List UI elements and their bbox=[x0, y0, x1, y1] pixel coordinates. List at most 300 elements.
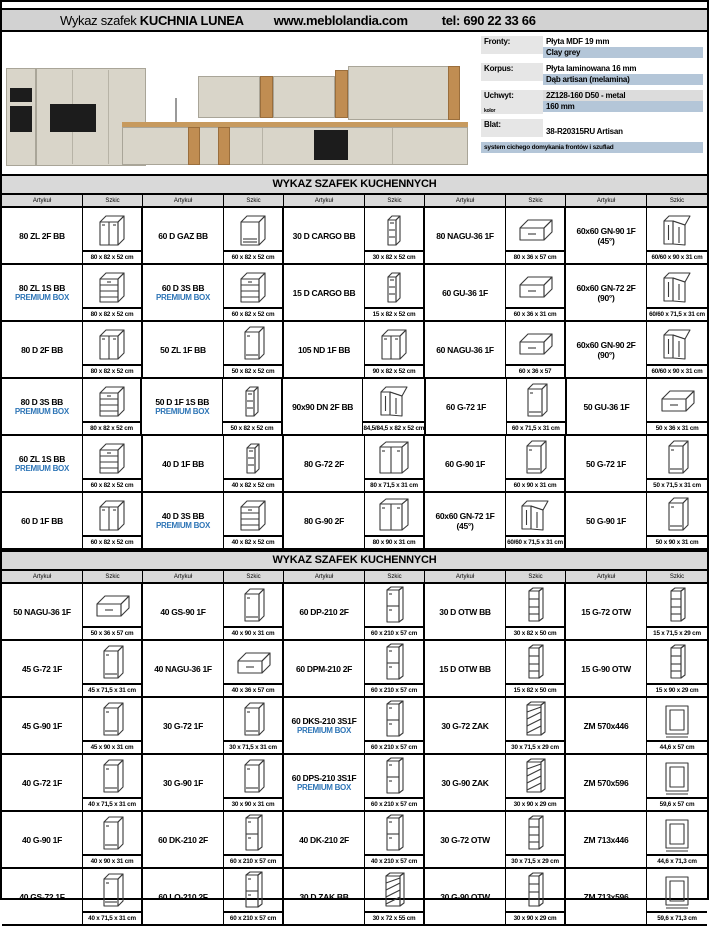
article-cell bbox=[566, 208, 647, 263]
article-cell bbox=[2, 812, 83, 867]
flap-cabinet-sketch-icon bbox=[647, 379, 707, 421]
cabinet-row bbox=[2, 869, 707, 926]
spec-sublabel: kolor bbox=[481, 108, 543, 114]
article-cell bbox=[143, 265, 224, 320]
sketch-cell bbox=[365, 812, 425, 867]
article-cell bbox=[426, 379, 507, 434]
door-divider bbox=[108, 70, 109, 164]
open-cabinet-sketch-icon bbox=[647, 641, 707, 683]
article-code: ZM 713x596 bbox=[583, 891, 629, 902]
dimensions-label: 30 x 71,5 x 31 cm bbox=[224, 740, 282, 753]
sketch-cell bbox=[647, 641, 707, 696]
article-code: 60 D 1F BB bbox=[21, 515, 63, 526]
table-body bbox=[2, 208, 707, 550]
dimensions-label: 40 x 36 x 57 cm bbox=[224, 683, 282, 696]
article-cell bbox=[566, 698, 647, 753]
cabinet-row bbox=[2, 641, 707, 698]
flap-cabinet-sketch-icon bbox=[83, 584, 141, 626]
sketch-cell bbox=[647, 265, 707, 320]
drawers-cabinet-sketch-icon bbox=[224, 493, 282, 535]
open-shelf-wood bbox=[448, 66, 460, 120]
article-cell bbox=[425, 755, 506, 810]
article-code: 60 DP-210 2F bbox=[299, 606, 349, 617]
column-header-artykul: Artykuł bbox=[284, 195, 365, 206]
dimensions-label: 50 x 82 x 52 cm bbox=[224, 364, 282, 377]
article-code: 60x60 GN-90 1F bbox=[576, 225, 636, 236]
article-cell bbox=[425, 322, 506, 377]
premium-box-label: PREMIUM BOX bbox=[296, 725, 352, 735]
base-open-cabinet-sketch-icon bbox=[224, 208, 282, 250]
column-header-szkic: Szkic bbox=[647, 195, 707, 206]
column-header-artykul: Artykuł bbox=[425, 571, 506, 582]
premium-box-label: PREMIUM BOX bbox=[155, 292, 211, 302]
article-code: 60x60 GN-72 1F bbox=[435, 510, 495, 521]
dimensions-label: 40 x 90 x 31 cm bbox=[224, 626, 282, 639]
article-cell bbox=[2, 265, 83, 320]
wall2-cabinet-sketch-icon bbox=[365, 436, 423, 478]
sketch-cell bbox=[647, 493, 707, 548]
article-code: 80 D 2F BB bbox=[21, 344, 63, 355]
article-cell bbox=[284, 436, 365, 491]
cabinet-row bbox=[2, 208, 707, 265]
spec-value: Płyta MDF 19 mm bbox=[546, 37, 610, 46]
dimensions-label: 45 x 90 x 31 cm bbox=[83, 740, 141, 753]
dimensions-label: 60/60 x 90 x 31 cm bbox=[647, 250, 707, 263]
corner-cabinet-sketch-icon bbox=[647, 265, 707, 307]
dimensions-label: 80 x 71,5 x 31 cm bbox=[365, 478, 423, 491]
open-shelf-wood bbox=[335, 70, 348, 118]
spec-value-highlight: 160 mm bbox=[543, 101, 703, 112]
article-angle: (45°) bbox=[597, 235, 615, 246]
article-code: 30 D CARGO BB bbox=[292, 230, 356, 241]
article-code: 60 DPM-210 2F bbox=[295, 663, 353, 674]
article-cell bbox=[143, 812, 224, 867]
article-code: 40 NAGU-36 1F bbox=[154, 663, 212, 674]
sketch-cell bbox=[224, 322, 284, 377]
cabinet-row bbox=[2, 322, 707, 379]
dimensions-label: 15 x 71,5 x 29 cm bbox=[647, 626, 707, 639]
double-oven-icon bbox=[50, 104, 96, 132]
article-cell bbox=[425, 493, 506, 548]
article-code: 40 GS-72 1F bbox=[19, 891, 65, 902]
materials-spec-panel bbox=[481, 36, 703, 170]
column-header-artykul: Artykuł bbox=[143, 195, 224, 206]
cabinet-row bbox=[2, 436, 707, 493]
zig-cabinet-sketch-icon bbox=[506, 698, 564, 740]
premium-box-label: PREMIUM BOX bbox=[14, 406, 69, 416]
tall-cabinet-sketch-icon bbox=[224, 869, 282, 911]
sketch-cell bbox=[506, 755, 566, 810]
tall-cabinet-sketch-icon bbox=[365, 755, 423, 797]
dimensions-label: 30 x 90 x 31 cm bbox=[224, 797, 282, 810]
sketch-cell bbox=[83, 379, 143, 434]
drawers-cabinet-sketch-icon bbox=[224, 265, 282, 307]
premium-box-label: PREMIUM BOX bbox=[155, 520, 211, 530]
article-code: 50 G-90 1F bbox=[586, 515, 626, 526]
sketch-cell bbox=[506, 265, 566, 320]
article-cell bbox=[284, 493, 365, 548]
corner-cabinet-sketch-icon bbox=[506, 493, 564, 535]
article-cell bbox=[566, 322, 647, 377]
spec-label: Korpus: bbox=[481, 63, 543, 81]
spec-row-blat bbox=[481, 119, 703, 137]
article-code: 40 D 3S BB bbox=[161, 510, 205, 521]
wall2-cabinet-sketch-icon bbox=[365, 493, 423, 535]
sketch-cell bbox=[365, 755, 425, 810]
flap-cabinet-sketch-icon bbox=[506, 322, 564, 364]
article-cell bbox=[2, 379, 83, 434]
cabinet-row bbox=[2, 584, 707, 641]
open-cabinet-sketch-icon bbox=[506, 584, 564, 626]
spec-label: Blat: bbox=[481, 119, 543, 137]
page-header bbox=[2, 8, 707, 32]
article-cell bbox=[284, 322, 365, 377]
article-code: 80 G-72 2F bbox=[304, 458, 344, 469]
flap-cabinet-sketch-icon bbox=[506, 208, 564, 250]
base-cabinet-sketch-icon bbox=[83, 493, 141, 535]
sketch-cell bbox=[83, 698, 143, 753]
sketch-cell bbox=[506, 812, 566, 867]
wall-cabinet-sketch-icon bbox=[224, 698, 282, 740]
sketch-cell bbox=[224, 436, 284, 491]
base-cabinet-sketch-icon bbox=[83, 322, 141, 364]
article-cell bbox=[143, 584, 224, 639]
table-column-headers bbox=[2, 571, 707, 584]
dimensions-label: 15 x 82 x 50 cm bbox=[506, 683, 564, 696]
article-code: 60 D 3S BB bbox=[161, 282, 205, 293]
article-cell bbox=[143, 869, 224, 924]
sketch-cell bbox=[365, 436, 425, 491]
article-cell bbox=[425, 812, 506, 867]
article-code: 50 NAGU-36 1F bbox=[13, 606, 71, 617]
article-code: 60x60 GN-72 2F bbox=[576, 282, 636, 293]
article-cell bbox=[143, 755, 224, 810]
sketch-cell bbox=[506, 436, 566, 491]
article-cell bbox=[143, 322, 224, 377]
dimensions-label: 50 x 36 x 57 cm bbox=[83, 626, 141, 639]
open-cabinet-sketch-icon bbox=[506, 812, 564, 854]
frame-cabinet-sketch-icon bbox=[647, 755, 707, 797]
article-cell bbox=[425, 265, 506, 320]
dimensions-label: 30 x 82 x 52 cm bbox=[365, 250, 423, 263]
dimensions-label: 50 x 82 x 52 cm bbox=[223, 421, 281, 434]
frame-cabinet-sketch-icon bbox=[647, 869, 707, 911]
article-code: 30 G-90 1F bbox=[163, 777, 203, 788]
sketch-cell bbox=[647, 379, 707, 434]
wall-cabinet-sketch-icon bbox=[224, 322, 282, 364]
dimensions-label: 59,6 x 71,3 cm bbox=[647, 911, 707, 924]
dimensions-label: 60/60 x 71,5 x 31 cm bbox=[506, 535, 564, 548]
open-cabinet-sketch-icon bbox=[506, 641, 564, 683]
article-code: ZM 570x596 bbox=[583, 777, 629, 788]
article-code: 40 DK-210 2F bbox=[299, 834, 349, 845]
article-code: 40 G-72 1F bbox=[22, 777, 62, 788]
article-code: ZM 570x446 bbox=[583, 720, 629, 731]
cabinet-row bbox=[2, 755, 707, 812]
corner-cabinet-sketch-icon bbox=[363, 379, 424, 421]
sketch-cell bbox=[224, 641, 284, 696]
dimensions-label: 40 x 71,5 x 31 cm bbox=[83, 911, 141, 924]
base-cabinet-sketch-icon bbox=[365, 322, 423, 364]
article-cell bbox=[143, 208, 224, 263]
spec-value: 38-R20315RU Artisan bbox=[546, 127, 623, 136]
article-code: 60 D GAZ BB bbox=[158, 230, 208, 241]
dimensions-label: 50 x 90 x 31 cm bbox=[647, 535, 707, 548]
cabinet-row bbox=[2, 265, 707, 322]
article-cell bbox=[284, 698, 365, 753]
article-code: 60 DK-210 2F bbox=[158, 834, 208, 845]
spec-value-highlight: Dąb artisan (melamina) bbox=[543, 74, 703, 85]
dimensions-label: 80 x 82 x 52 cm bbox=[83, 307, 141, 320]
website-link[interactable]: www.meblolandia.com bbox=[273, 12, 408, 28]
cargo-cabinet-sketch-icon bbox=[224, 436, 282, 478]
article-cell bbox=[2, 755, 83, 810]
dimensions-label: 30 x 90 x 29 cm bbox=[506, 797, 564, 810]
cargo-cabinet-sketch-icon bbox=[365, 265, 423, 307]
article-cell bbox=[566, 869, 647, 924]
dimensions-label: 80 x 36 x 57 cm bbox=[506, 250, 564, 263]
article-cell bbox=[2, 584, 83, 639]
cargo-cabinet-sketch-icon bbox=[223, 379, 281, 421]
base-cabinet-sketch-icon bbox=[83, 208, 141, 250]
sketch-cell bbox=[224, 493, 284, 548]
article-code: 80 D 3S BB bbox=[20, 396, 64, 407]
wall-cabinet-sketch-icon bbox=[224, 584, 282, 626]
table-title: WYKAZ SZAFEK KUCHENNYCH bbox=[2, 550, 707, 571]
article-cell bbox=[2, 436, 83, 491]
soft-close-note: system cichego domykania frontów i szuflad bbox=[481, 142, 703, 153]
dimensions-label: 40 x 82 x 52 cm bbox=[224, 535, 282, 548]
top-section bbox=[2, 32, 707, 174]
column-header-artykul: Artykuł bbox=[425, 195, 506, 206]
article-cell bbox=[566, 265, 647, 320]
wall-cabinet-block bbox=[198, 76, 260, 118]
sketch-cell bbox=[83, 584, 143, 639]
dimensions-label: 80 x 90 x 31 cm bbox=[365, 535, 423, 548]
sketch-cell bbox=[365, 698, 425, 753]
open-cabinet-sketch-icon bbox=[647, 584, 707, 626]
sketch-cell bbox=[365, 584, 425, 639]
dimensions-label: 59,6 x 57 cm bbox=[647, 797, 707, 810]
article-cell bbox=[2, 698, 83, 753]
sketch-cell bbox=[647, 698, 707, 753]
corner-cabinet-sketch-icon bbox=[647, 322, 707, 364]
article-code: 40 G-90 1F bbox=[22, 834, 62, 845]
wall-cabinet-block bbox=[273, 76, 335, 118]
spec-value-highlight: Clay grey bbox=[543, 47, 703, 58]
base-cabinet-block bbox=[122, 127, 468, 165]
dimensions-label: 30 x 90 x 29 cm bbox=[506, 911, 564, 924]
article-cell bbox=[143, 436, 224, 491]
dimensions-label: 40 x 210 x 57 cm bbox=[365, 854, 423, 867]
article-cell bbox=[2, 493, 83, 548]
article-code: 60x60 GN-90 2F bbox=[576, 339, 636, 350]
dimensions-label: 60 x 82 x 52 cm bbox=[224, 307, 282, 320]
spec-value: 2Z128-160 D50 - metal bbox=[543, 90, 703, 101]
dimensions-label: 60 x 210 x 57 cm bbox=[365, 626, 423, 639]
dimensions-label: 50 x 36 x 31 cm bbox=[647, 421, 707, 434]
oven-icon bbox=[10, 88, 32, 102]
dimensions-label: 15 x 82 x 52 cm bbox=[365, 307, 423, 320]
dimensions-label: 15 x 90 x 29 cm bbox=[647, 683, 707, 696]
article-code: 45 G-72 1F bbox=[22, 663, 62, 674]
column-header-szkic: Szkic bbox=[224, 195, 284, 206]
open-shelf-wood bbox=[260, 76, 273, 118]
sketch-cell bbox=[83, 436, 143, 491]
column-header-artykul: Artykuł bbox=[284, 571, 365, 582]
sketch-cell bbox=[83, 755, 143, 810]
sketch-cell bbox=[506, 322, 566, 377]
sketch-cell bbox=[83, 493, 143, 548]
page-title-prefix: Wykaz szafek bbox=[60, 12, 140, 28]
open-shelf-wood bbox=[188, 127, 200, 165]
sketch-cell bbox=[647, 869, 707, 924]
premium-box-label: PREMIUM BOX bbox=[14, 463, 70, 473]
cabinet-row bbox=[2, 493, 707, 550]
wall-cabinet-sketch-icon bbox=[83, 755, 141, 797]
article-cell bbox=[284, 641, 365, 696]
dimensions-label: 80 x 82 x 52 cm bbox=[83, 364, 141, 377]
dimensions-label: 30 x 71,5 x 29 cm bbox=[506, 854, 564, 867]
article-code: ZM 713x446 bbox=[583, 834, 629, 845]
sketch-cell bbox=[506, 641, 566, 696]
premium-box-label: PREMIUM BOX bbox=[296, 782, 352, 792]
article-cell bbox=[425, 641, 506, 696]
article-angle: (45°) bbox=[456, 520, 474, 531]
page-title bbox=[60, 13, 244, 28]
dimensions-label: 60 x 210 x 57 cm bbox=[224, 911, 282, 924]
sketch-cell bbox=[224, 755, 284, 810]
zig-cabinet-sketch-icon bbox=[506, 755, 564, 797]
door-divider bbox=[392, 128, 393, 164]
article-code: 30 D OTW BB bbox=[439, 606, 491, 617]
flap-cabinet-sketch-icon bbox=[506, 265, 564, 307]
column-header-szkic: Szkic bbox=[224, 571, 284, 582]
wall-cabinet-sketch-icon bbox=[83, 869, 141, 911]
article-angle: (90°) bbox=[597, 292, 615, 303]
sketch-cell bbox=[506, 208, 566, 263]
article-code: 60 G-90 1F bbox=[445, 458, 485, 469]
spec-row-korpus bbox=[481, 63, 703, 85]
drawers-cabinet-sketch-icon bbox=[83, 436, 141, 478]
oven-icon bbox=[10, 106, 32, 132]
wall-cabinet-sketch-icon bbox=[224, 755, 282, 797]
column-header-szkic: Szkic bbox=[647, 571, 707, 582]
article-cell bbox=[425, 436, 506, 491]
article-cell bbox=[143, 493, 224, 548]
dimensions-label: 60/60 x 71,5 x 31 cm bbox=[647, 307, 707, 320]
column-header-szkic: Szkic bbox=[83, 571, 143, 582]
dimensions-label: 60 x 82 x 52 cm bbox=[224, 250, 282, 263]
spec-label: Fronty: bbox=[481, 36, 543, 54]
article-cell bbox=[2, 869, 83, 924]
cabinet-row bbox=[2, 698, 707, 755]
sketch-cell bbox=[224, 812, 284, 867]
spec-label: Uchwyt: bbox=[481, 90, 543, 108]
article-code: 60 GU-36 1F bbox=[442, 287, 488, 298]
article-code: 50 G-72 1F bbox=[586, 458, 626, 469]
sketch-cell bbox=[83, 812, 143, 867]
cabinet-table-1 bbox=[2, 174, 707, 550]
dimensions-label: 50 x 71,5 x 31 cm bbox=[647, 478, 707, 491]
article-code: 30 G-72 ZAK bbox=[441, 720, 489, 731]
dimensions-label: 30 x 82 x 50 cm bbox=[506, 626, 564, 639]
article-code: 80 NAGU-36 1F bbox=[436, 230, 494, 241]
article-code: 50 GU-36 1F bbox=[583, 401, 630, 412]
dimensions-label: 60 x 210 x 57 cm bbox=[365, 797, 423, 810]
article-cell bbox=[284, 208, 365, 263]
zig-cabinet-sketch-icon bbox=[365, 869, 423, 911]
article-code: 50 D 1F 1S BB bbox=[155, 396, 210, 407]
column-header-szkic: Szkic bbox=[506, 195, 566, 206]
article-code: 80 ZL 2F BB bbox=[19, 230, 65, 241]
article-code: 15 D CARGO BB bbox=[292, 287, 356, 298]
premium-box-label: PREMIUM BOX bbox=[14, 292, 70, 302]
column-header-artykul: Artykuł bbox=[2, 195, 83, 206]
table-body bbox=[2, 584, 707, 926]
article-code: 40 GS-90 1F bbox=[160, 606, 206, 617]
table-title: WYKAZ SZAFEK KUCHENNYCH bbox=[2, 174, 707, 195]
article-code: 45 G-90 1F bbox=[22, 720, 62, 731]
article-code: 60 ZL 1S BB bbox=[18, 453, 66, 464]
drawers-cabinet-sketch-icon bbox=[83, 379, 141, 421]
article-cell bbox=[2, 641, 83, 696]
drawers-cabinet-sketch-icon bbox=[83, 265, 141, 307]
article-code: 105 ND 1F BB bbox=[297, 344, 351, 355]
spec-row-uchwyt bbox=[481, 90, 703, 114]
dimensions-label: 60 x 210 x 57 cm bbox=[224, 854, 282, 867]
article-cell bbox=[425, 584, 506, 639]
sketch-cell bbox=[365, 493, 425, 548]
wall-cabinet-sketch-icon bbox=[83, 641, 141, 683]
dimensions-label: 30 x 72 x 55 cm bbox=[365, 911, 423, 924]
sketch-cell bbox=[647, 812, 707, 867]
article-code: 90x90 DN 2F BB bbox=[292, 401, 354, 412]
dimensions-label: 84,5/84,5 x 82 x 52 cm bbox=[363, 421, 424, 434]
article-code: 30 D ZAK BB bbox=[299, 891, 349, 902]
article-code: 30 G-90 OTW bbox=[440, 891, 490, 902]
sketch-cell bbox=[365, 265, 425, 320]
article-cell bbox=[142, 379, 223, 434]
column-header-artykul: Artykuł bbox=[2, 571, 83, 582]
article-angle: (90°) bbox=[597, 349, 615, 360]
column-header-szkic: Szkic bbox=[83, 195, 143, 206]
dimensions-label: 40 x 90 x 31 cm bbox=[83, 854, 141, 867]
article-cell bbox=[2, 322, 83, 377]
article-cell bbox=[143, 698, 224, 753]
premium-box-label: PREMIUM BOX bbox=[155, 406, 210, 416]
cabinet-table-2 bbox=[2, 550, 707, 926]
dimensions-label: 60 x 82 x 52 cm bbox=[83, 535, 141, 548]
article-cell bbox=[566, 755, 647, 810]
dimensions-label: 90 x 82 x 52 cm bbox=[365, 364, 423, 377]
column-header-artykul: Artykuł bbox=[566, 195, 647, 206]
sketch-cell bbox=[365, 869, 425, 924]
sketch-cell bbox=[83, 208, 143, 263]
article-cell bbox=[143, 641, 224, 696]
article-code: 30 G-72 1F bbox=[163, 720, 203, 731]
sketch-cell bbox=[506, 869, 566, 924]
column-header-szkic: Szkic bbox=[365, 195, 425, 206]
article-cell bbox=[566, 493, 647, 548]
article-cell bbox=[283, 379, 364, 434]
article-code: 15 D OTW BB bbox=[439, 663, 491, 674]
article-code: 15 G-90 OTW bbox=[581, 663, 631, 674]
built-in-oven-icon bbox=[314, 130, 348, 160]
dimensions-label: 80 x 82 x 52 cm bbox=[83, 250, 141, 263]
article-cell bbox=[425, 698, 506, 753]
table-column-headers bbox=[2, 195, 707, 208]
